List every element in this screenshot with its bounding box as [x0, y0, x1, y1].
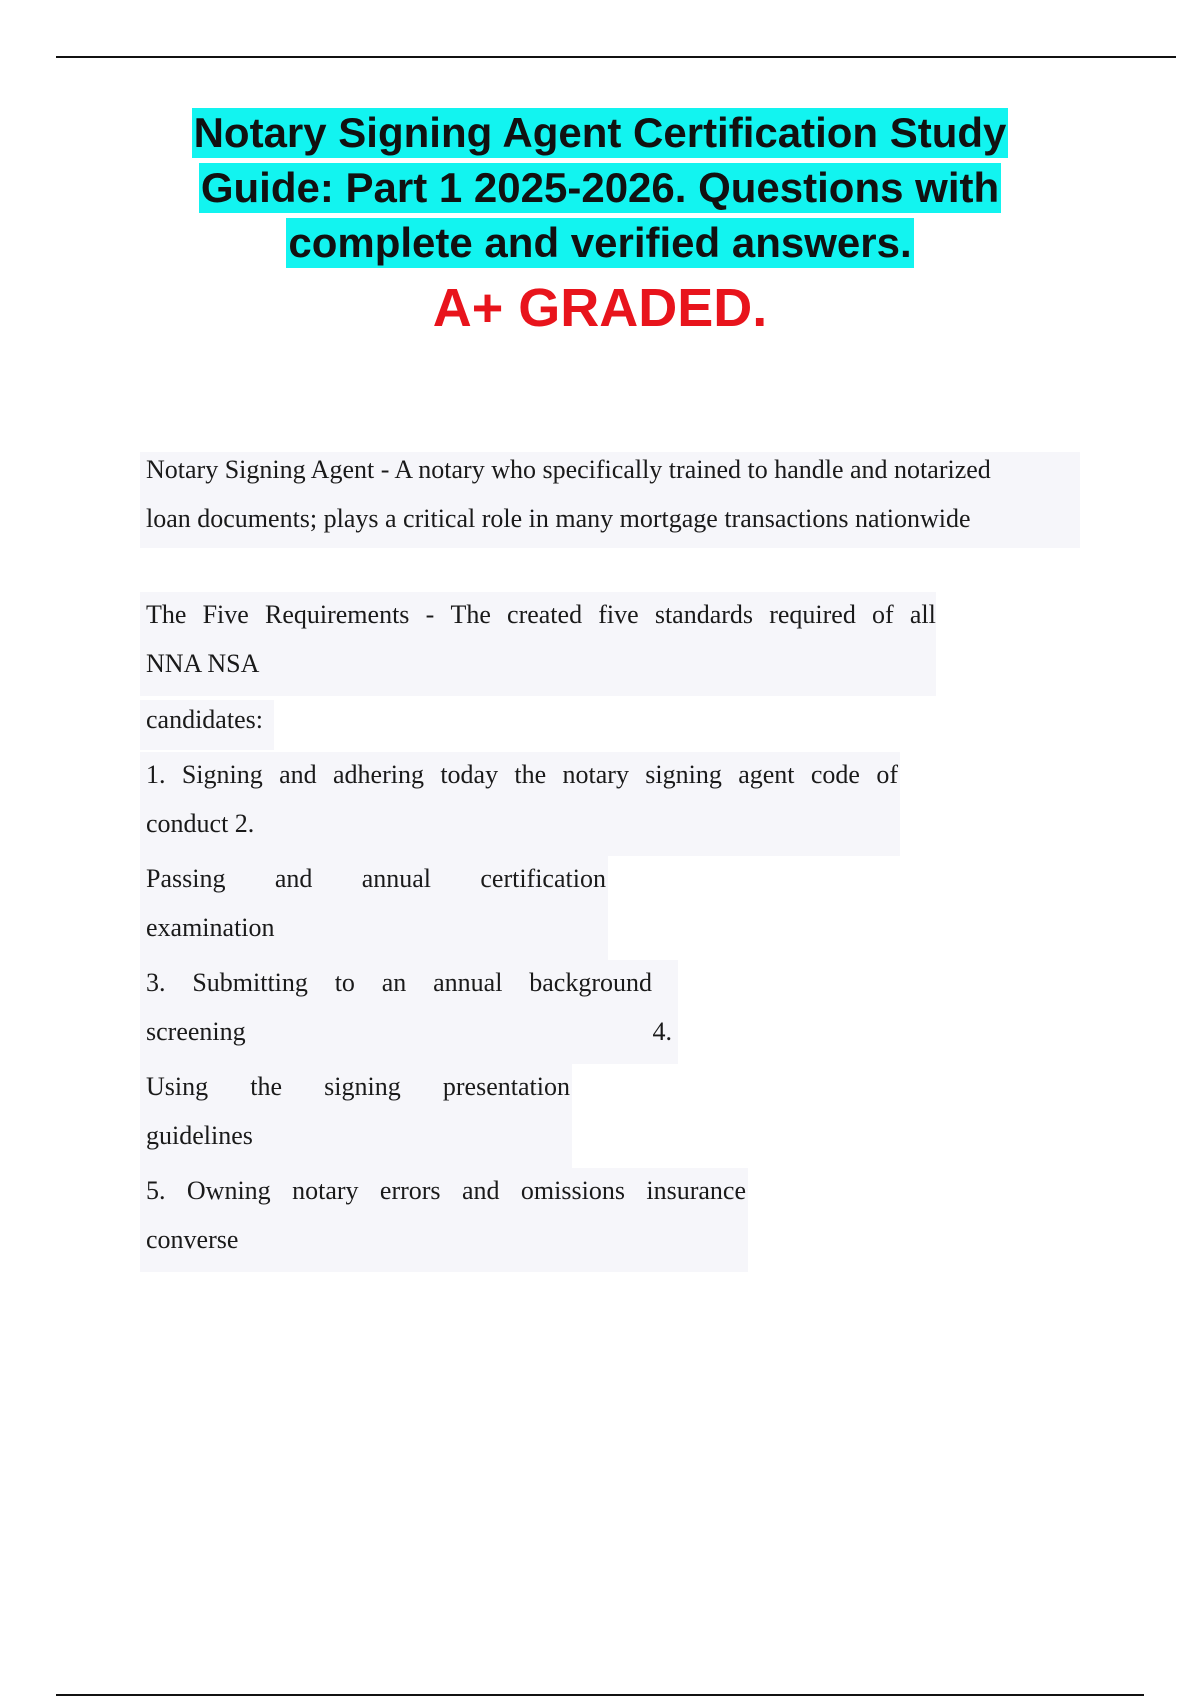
grade-label: A+ GRADED. — [432, 278, 768, 338]
word: of — [872, 600, 894, 629]
word: required — [769, 600, 856, 629]
word: today — [440, 760, 499, 789]
word: and — [279, 760, 317, 789]
word: and — [274, 864, 313, 893]
word: 5. — [146, 1176, 166, 1205]
definition-line-1: Notary Signing Agent - A notary who specifically trained to handle and notarized — [146, 455, 991, 484]
word: of — [876, 760, 898, 789]
word: insurance — [646, 1176, 746, 1205]
word: Five — [202, 600, 249, 629]
document-title — [60, 108, 1140, 273]
word: Submitting — [192, 968, 308, 997]
word: background — [529, 968, 652, 997]
title-line-1: Notary Signing Agent Certification Study — [193, 109, 1007, 156]
top-rule — [56, 56, 1176, 58]
word: Requirements — [265, 600, 410, 629]
word: the — [514, 760, 547, 789]
item-2-line-2: examination — [146, 913, 275, 942]
word: certification — [480, 864, 606, 893]
word: an — [381, 968, 407, 997]
item-3-line-1 — [146, 958, 652, 1007]
word: adhering — [333, 760, 424, 789]
item-1-line-2: conduct 2. — [146, 809, 255, 838]
word: the — [250, 1072, 283, 1101]
word: presentation — [442, 1072, 570, 1101]
word: The — [450, 600, 491, 629]
title-line-3: complete and verified answers. — [288, 219, 912, 266]
title-line-2: Guide: Part 1 2025-2026. Questions with — [200, 164, 1000, 211]
word: 3. — [146, 968, 166, 997]
word: Passing — [146, 864, 226, 893]
word: annual — [361, 864, 432, 893]
word: 4. — [652, 1017, 672, 1046]
item-3-line-2 — [146, 1007, 672, 1056]
item-2-line-1 — [146, 854, 606, 903]
word: to — [334, 968, 355, 997]
word: created — [507, 600, 583, 629]
word: code — [810, 760, 860, 789]
requirements-intro-line-2: NNA NSA — [146, 649, 260, 678]
word: signing — [645, 760, 722, 789]
requirements-intro-line-3: candidates: — [146, 705, 263, 734]
word: - — [425, 600, 435, 629]
word: annual — [433, 968, 503, 997]
requirements-intro-line-1 — [146, 590, 936, 639]
word: errors — [379, 1176, 441, 1205]
word: omissions — [520, 1176, 625, 1205]
word: five — [598, 600, 639, 629]
word: signing — [324, 1072, 401, 1101]
word: Using — [146, 1072, 209, 1101]
bottom-rule — [56, 1694, 1144, 1696]
word: notary — [562, 760, 629, 789]
word: Owning — [186, 1176, 271, 1205]
word: Signing — [181, 760, 263, 789]
word: and — [461, 1176, 500, 1205]
word: screening — [146, 1017, 246, 1046]
definition-line-2: loan documents; plays a critical role in many mortgage transactions nationwide — [146, 504, 971, 533]
word: agent — [738, 760, 795, 789]
item-5-line-1 — [146, 1166, 746, 1215]
item-5-line-2: converse — [146, 1225, 239, 1254]
word: all — [909, 600, 936, 629]
word: 1. — [146, 760, 166, 789]
word: notary — [292, 1176, 359, 1205]
item-1-line-1 — [146, 750, 898, 799]
word: standards — [654, 600, 754, 629]
item-4-line-2: guidelines — [146, 1121, 253, 1150]
item-4-line-1 — [146, 1062, 570, 1111]
word: The — [146, 600, 187, 629]
